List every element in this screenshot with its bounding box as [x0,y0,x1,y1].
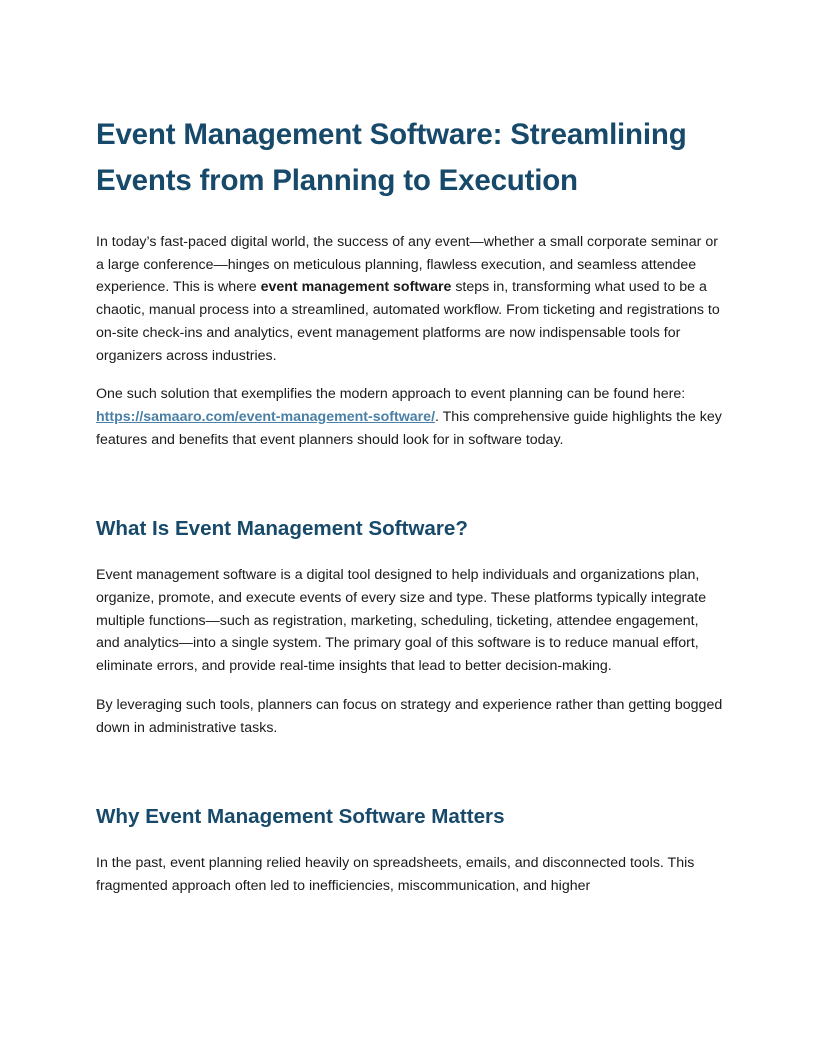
intro-p2-text-b: . This comprehensive guide highlights the key features and benefits that event planners should look for in software today. [96,408,722,448]
section1-paragraph-2: By leveraging such tools, planners can focus on strategy and experience rather than getting bogged down in administrative tasks. [96,696,723,736]
section2-paragraph-1: In the past, event planning relied heavily on spreadsheets, emails, and disconnected tools. This fragmented approach often led to inefficiencies, miscommunication, and higher [96,855,695,894]
intro-p1-bold-term: event management software [260,279,452,296]
document-page [96,112,724,898]
title-line-2: Events from Planning to Execution [96,164,578,197]
intro-paragraph-1 [96,231,724,367]
document-title [96,112,724,204]
intro-paragraph-2 [96,383,724,451]
section1-paragraph-1: Event management software is a digital tool designed to help individuals and organizations plan, organize, promote, and execute events of every size and type. These platforms typically integrate multiple functions—such as registration, marketing, scheduling, ticketing, attendee engagement, and analytics—into a single system. The primary goal of this software is to reduce manual effort, eliminate errors, and provide real-time insights that lead to better decision-making. [96,567,707,675]
samaaro-link[interactable]: https://samaaro.com/event-management-software/ [96,408,436,425]
section-heading-what-is: What Is Event Management Software? [96,517,468,541]
intro-p1-text-a: In today’s fast-paced digital world, the success of any event—whether a small corporate seminar or a large conference—hinges on meticulous planning, flawless execution, and seamless attendee experience. This is where [96,234,718,296]
intro-p2-text-a: One such solution that exemplifies the modern approach to event planning can be found here: [96,386,686,403]
section-heading-why-matters: Why Event Management Software Matters [96,805,505,829]
intro-p1-text-b: steps in, transforming what used to be a chaotic, manual process into a streamlined, automated workflow. From ticketing and registrations to on-site check-ins and analytics, event management platforms are now indispensable tools for organizers across industries. [96,279,720,364]
title-line-1: Event Management Software: Streamlining [96,118,687,151]
